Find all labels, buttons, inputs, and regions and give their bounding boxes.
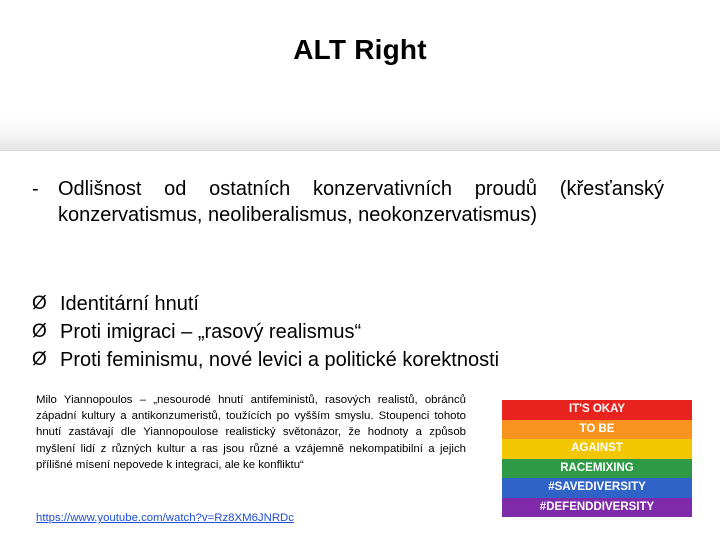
quote-paragraph: Milo Yiannopoulos – „nesourodé hnutí antifeministů, rasových realistů, obránců západní kultury a antikonzumeristů, toužících po vyšším smyslu. Stoupenci tohoto hnutí zastávají dle Yiannopoulose realistický světonázor, že hodnoty a způsob myšlení lidí z různých kultur a ras jsou různé a vzájemně nekompatibilní a jejich přílišné mísení nepovede k integraci, ale ke konfliktu“ [36,394,466,471]
slide-title: ALT Right [293,34,427,65]
dash-item-text: Odlišnost od ostatních konzervativních proudů (křesťanský konzervatismus, neoliberalismus, neokonzervatismus) [58,178,664,226]
flag-stripe: IT'S OKAY [502,400,692,420]
bullet-text: Identitární hnutí [60,293,199,315]
youtube-link[interactable]: https://www.youtube.com/watch?v=Rz8XM6JNRDc [36,512,294,524]
flag-stripe: TO BE [502,420,692,440]
arrow-bullet-icon: Ø [32,293,47,314]
bullet-text: Proti imigraci – „rasový realismus“ [60,321,362,343]
arrow-bullet-icon: Ø [32,321,47,342]
dash-list-item [32,176,664,228]
flag-stripe: RACEMIXING [502,459,692,479]
arrow-bullet-icon: Ø [32,349,47,370]
dash-marker: - [32,178,39,200]
bullet-list [32,290,672,374]
title-band [0,0,720,151]
bullet-item [32,318,672,346]
bullet-text: Proti feminismu, nové levici a politické korektnosti [60,349,500,371]
flag-stripe: #SAVEDIVERSITY [502,478,692,498]
flag-stripe: #DEFENDDIVERSITY [502,498,692,518]
flag-stripe: AGAINST [502,439,692,459]
bullet-item [32,290,672,318]
rainbow-flag-image [502,400,692,517]
bullet-item [32,346,672,374]
